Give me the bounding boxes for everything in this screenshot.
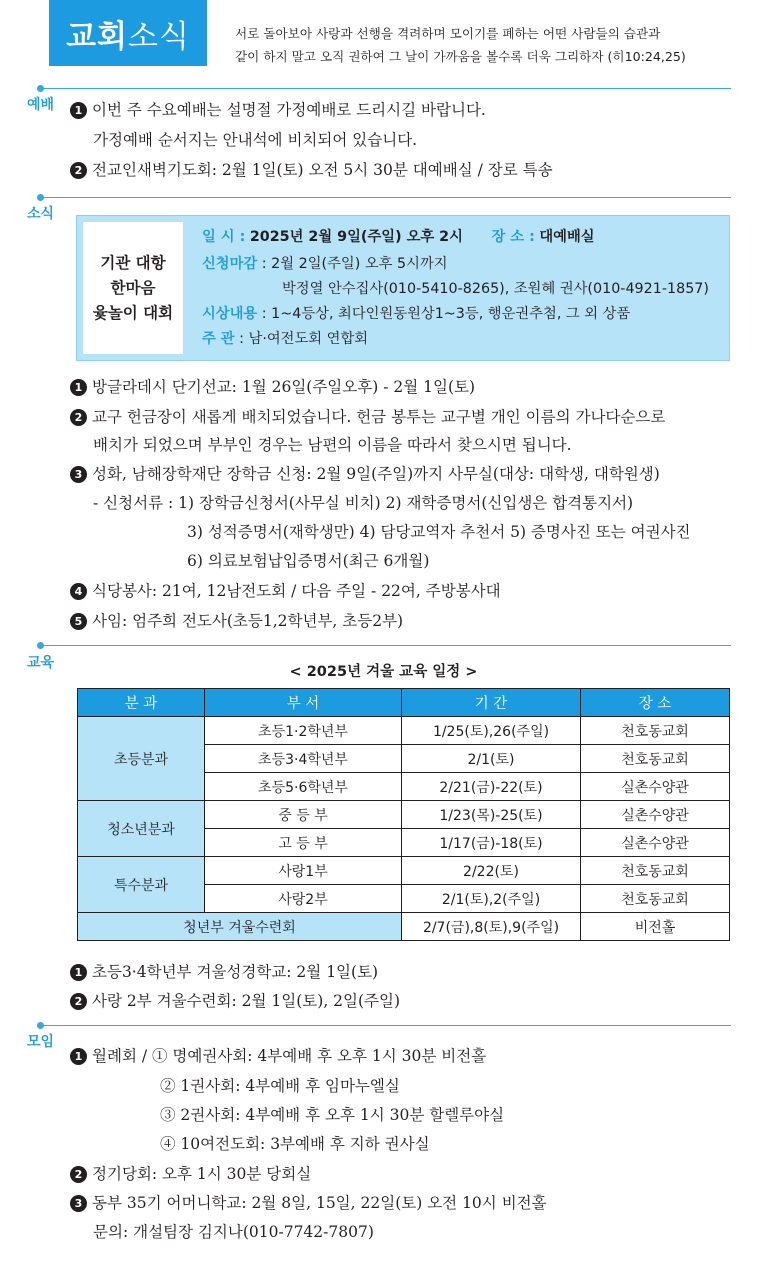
table-place: 천호동교회 [581, 885, 730, 913]
education-item-2: 2 사랑 2부 겨울수련회: 2월 1일(토), 2일(주일) [70, 989, 400, 1011]
table-camp-name: 청년부 겨울수련회 [78, 913, 402, 941]
event-title [83, 222, 183, 354]
meeting-item-1-line-4: ④ 10여전도회: 3부예배 후 지하 권사실 [160, 1135, 430, 1153]
number-badge: 1 [70, 102, 87, 119]
news-item-2: 2 교구 헌금장이 새롭게 배치되었습니다. 헌금 봉투는 교구별 개인 이름의 가나다순으로 [70, 405, 665, 427]
section-dot [37, 85, 44, 92]
table-category: 청소년분과 [78, 801, 205, 857]
table-period: 1/23(목)-25(토) [402, 801, 581, 829]
number-badge: 3 [70, 466, 87, 483]
table-period: 2/1(토),2(주일) [402, 885, 581, 913]
event-title-line: 한마음 [110, 278, 156, 297]
table-period: 2/1(토) [402, 745, 581, 773]
table-row [78, 913, 730, 941]
table-place: 실촌수양관 [581, 801, 730, 829]
event-contact-row: 박정열 안수집사(010-5410-8265), 조원혜 권사(010-4921-1857) [282, 281, 709, 297]
number-badge: 2 [70, 1166, 87, 1183]
news-item-4: 4 식당봉사: 21여, 12남전도회 / 다음 주일 - 22여, 주방봉사대 [70, 579, 501, 601]
title-bold: 교회 [66, 18, 128, 55]
table-header: 부 서 [205, 689, 402, 717]
news-item-3-sub-3: 6) 의료보험납입증명서(최근 6개월) [187, 552, 430, 570]
meeting-item-3: 3 동부 35기 어머니학교: 2월 8일, 15일, 22일(토) 오전 10시 비전홀 [70, 1191, 547, 1213]
meeting-item-1-line-3: ③ 2권사회: 4부예배 후 오후 1시 30분 할렐루야실 [160, 1106, 505, 1124]
number-badge: 4 [70, 583, 87, 600]
table-header: 기 간 [402, 689, 581, 717]
section-dot [37, 642, 44, 649]
news-item-3: 3 성화, 남해장학재단 장학금 신청: 2월 9일(주일)까지 사무실(대상: 대학생, 대학원생) [70, 462, 660, 484]
number-badge: 1 [70, 1048, 87, 1065]
section-dot [37, 1022, 44, 1029]
news-item-1: 1 방글라데시 단기선교: 1월 26일(주일오후) - 2월 1일(토) [70, 375, 475, 397]
number-badge: 5 [70, 613, 87, 630]
worship-label: 예배 [27, 97, 55, 113]
table-period: 2/7(금),8(토),9(주일) [402, 913, 581, 941]
worship-item-1-line-2: 가정예배 순서지는 안내석에 비치되어 있습니다. [93, 131, 418, 149]
table-dept: 고 등 부 [205, 829, 402, 857]
table-place: 천호동교회 [581, 717, 730, 745]
news-label: 소식 [27, 206, 55, 222]
number-badge: 1 [70, 964, 87, 981]
table-place: 실촌수양관 [581, 773, 730, 801]
table-period: 1/17(금)-18(토) [402, 829, 581, 857]
section-divider [40, 645, 731, 646]
news-item-3-sub-1: - 신청서류 : 1) 장학금신청서(사무실 비치) 2) 재학증명서(신입생은 합격통지서) [93, 494, 634, 512]
table-dept: 초등1·2학년부 [205, 717, 402, 745]
table-row [78, 857, 730, 885]
section-divider [40, 197, 731, 198]
table-period: 2/22(토) [402, 857, 581, 885]
number-badge: 1 [70, 379, 87, 396]
news-item-2-line-2: 배치가 되었으며 부부인 경우는 남편의 이름을 따라서 찾으시면 됩니다. [93, 436, 572, 454]
meeting-item-1-line-2: ② 1권사회: 4부예배 후 임마누엘실 [160, 1077, 400, 1095]
event-box [76, 215, 730, 361]
meeting-item-1: 1 월례회 / ① 명예권사회: 4부예배 후 오후 1시 30분 비전홀 [70, 1044, 486, 1066]
table-dept: 초등3·4학년부 [205, 745, 402, 773]
title-light: 소식 [128, 18, 190, 55]
meeting-item-3-line-2: 문의: 개설팀장 김지나(010-7742-7807) [93, 1223, 374, 1241]
number-badge: 2 [70, 162, 87, 179]
table-period: 1/25(토),26(주일) [402, 717, 581, 745]
worship-item-1: 1 이번 주 수요예배는 설명절 가정예배로 드리시길 바랍니다. [70, 98, 486, 120]
table-dept: 중 등 부 [205, 801, 402, 829]
table-period: 2/21(금)-22(토) [402, 773, 581, 801]
number-badge: 2 [70, 409, 87, 426]
event-deadline-row: 신청마감 : 2월 2일(주일) 오후 5시까지 [202, 256, 448, 272]
news-item-3-sub-2: 3) 성적증명서(재학생만) 4) 담당교역자 추천서 5) 증명사진 또는 여권사진 [187, 523, 691, 541]
section-divider [40, 88, 731, 89]
news-item-5: 5 사임: 엄주희 전도사(초등1,2학년부, 초등2부) [70, 609, 403, 631]
table-dept: 사랑2부 [205, 885, 402, 913]
section-divider [40, 1025, 731, 1026]
schedule-table [77, 688, 730, 941]
number-badge: 2 [70, 993, 87, 1010]
header-verse [235, 22, 745, 68]
event-date-row: 일 시 : 2025년 2월 9일(주일) 오후 2시 장 소 : 대예배실 [202, 229, 595, 245]
event-host-row: 주 관 : 남·여전도회 연합회 [202, 331, 369, 347]
table-header: 장 소 [581, 689, 730, 717]
verse-line-1: 서로 돌아보아 사랑과 선행을 격려하며 모이기를 폐하는 어떤 사람들의 습관과 [235, 26, 661, 41]
event-title-line: 기관 대항 [100, 253, 166, 272]
table-category: 초등분과 [78, 717, 205, 801]
table-dept: 초등5·6학년부 [205, 773, 402, 801]
event-title-line: 윷놀이 대회 [92, 303, 174, 322]
table-title: < 2025년 겨울 교육 일정 > [289, 664, 478, 680]
verse-line-2: 같이 하지 말고 오직 권하여 그 날이 가까움을 볼수록 더욱 그리하자 (히10:24,25) [235, 49, 686, 64]
table-place: 실촌수양관 [581, 829, 730, 857]
table-place: 비전홀 [581, 913, 730, 941]
section-title [49, 0, 207, 66]
event-prize-row: 시상내용 : 1~4등상, 최다인원동원상1~3등, 행운권추첨, 그 외 상품 [202, 306, 631, 322]
education-item-1: 1 초등3·4학년부 겨울성경학교: 2월 1일(토) [70, 960, 378, 982]
table-header: 분 과 [78, 689, 205, 717]
worship-item-2: 2 전교인새벽기도회: 2월 1일(토) 오전 5시 30분 대예배실 / 장로 특송 [70, 158, 553, 180]
table-row [78, 801, 730, 829]
table-category: 특수분과 [78, 857, 205, 913]
meeting-item-2: 2 정기당회: 오후 1시 30분 당회실 [70, 1162, 311, 1184]
meeting-label: 모임 [27, 1034, 55, 1050]
number-badge: 3 [70, 1195, 87, 1212]
table-row [78, 717, 730, 745]
education-label: 교육 [27, 655, 55, 671]
section-dot [37, 194, 44, 201]
table-place: 천호동교회 [581, 745, 730, 773]
table-place: 천호동교회 [581, 857, 730, 885]
table-dept: 사랑1부 [205, 857, 402, 885]
